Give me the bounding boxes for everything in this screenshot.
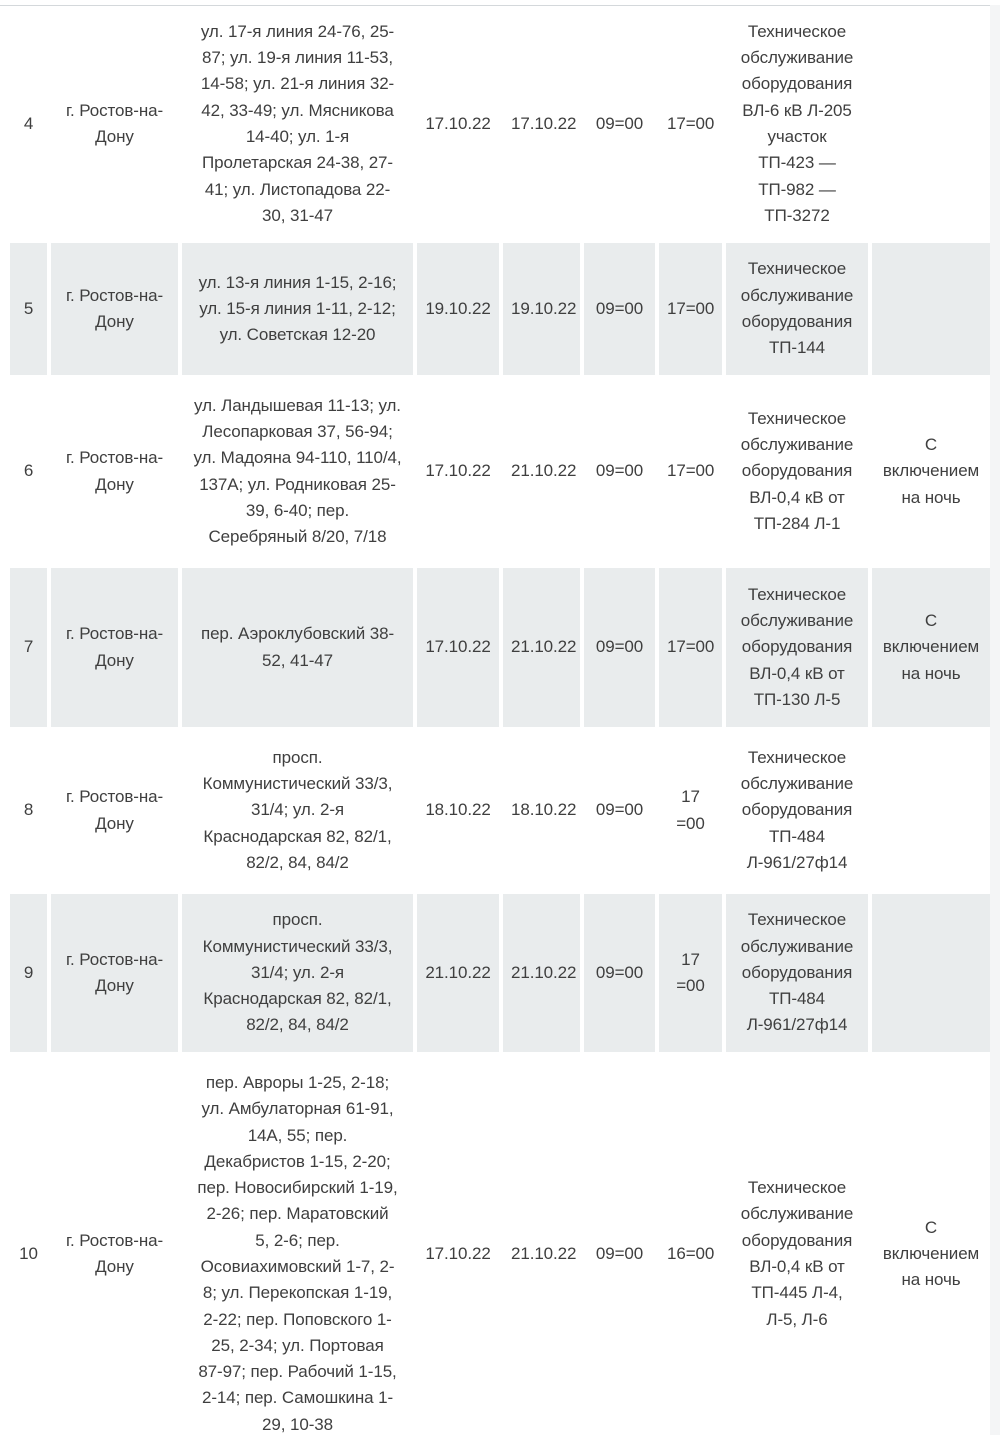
end-date-cell <box>503 243 580 375</box>
start-time-cell <box>584 568 655 727</box>
work-description-cell <box>726 379 868 564</box>
table-row <box>10 894 990 1052</box>
end-date-cell <box>503 731 580 890</box>
row-number: 7 <box>23 637 34 657</box>
city-name: г. Ростов-на- Дону <box>65 1230 164 1276</box>
table-row <box>10 568 990 727</box>
end-time-cell <box>659 568 722 727</box>
addresses-cell <box>182 9 413 239</box>
row-number: 6 <box>23 461 34 481</box>
start-time: 09=00 <box>595 800 644 820</box>
start-date-cell <box>417 894 499 1052</box>
end-date-cell <box>503 1056 580 1452</box>
end-time-cell <box>659 894 722 1052</box>
addresses-cell <box>182 1056 413 1452</box>
work-description-cell <box>726 894 868 1052</box>
start-time-cell <box>584 379 655 564</box>
city-cell <box>51 9 178 239</box>
address-list: просп. Коммунистический 33/3, 31/4; ул. 2-я Краснодарская 82, 82/1, 82/2, 84, 84/2 <box>202 747 393 872</box>
end-date-cell <box>503 894 580 1052</box>
address-list: ул. 13-я линия 1-15, 2-16; ул. 15-я линия 1-11, 2-12; ул. Советская 12-20 <box>198 272 397 345</box>
work-description-cell <box>726 9 868 239</box>
city-cell <box>51 243 178 375</box>
row-number-cell <box>10 568 47 727</box>
start-date-cell <box>417 9 499 239</box>
start-date: 17.10.22 <box>425 1243 491 1263</box>
end-time-cell <box>659 379 722 564</box>
end-time: 17=00 <box>667 298 715 318</box>
end-time: 17 =00 <box>676 949 705 995</box>
work-description-cell <box>726 731 868 890</box>
city-cell <box>51 1056 178 1452</box>
row-number-cell <box>10 894 47 1052</box>
work-description: Техническое обслуживание оборудования ТП-484 Л-961/27ф14 <box>740 747 854 872</box>
start-time: 09=00 <box>595 962 644 982</box>
end-date: 21.10.22 <box>511 962 577 982</box>
addresses-cell <box>182 379 413 564</box>
end-time-cell <box>659 731 722 890</box>
start-time-cell <box>584 731 655 890</box>
note-cell <box>872 731 990 890</box>
city-name: г. Ростов-на- Дону <box>65 949 164 995</box>
end-date: 21.10.22 <box>511 461 577 481</box>
start-date: 17.10.22 <box>425 113 491 133</box>
start-date-cell <box>417 731 499 890</box>
table-row <box>10 243 990 375</box>
work-description: Техническое обслуживание оборудования ВЛ-0,4 кВ от ТП-284 Л-1 <box>740 408 854 533</box>
address-list: ул. 17-я линия 24-76, 25- 87; ул. 19-я линия 11-53, 14-58; ул. 21-я линия 32- 42, 33-49; ул. Мясникова 14-40; ул. 1-я Пролетарская 24-38, 27- 41; ул. Листопадова 22- 30, 31-47 <box>200 21 395 225</box>
row-number-cell <box>10 9 47 239</box>
start-time: 09=00 <box>595 113 644 133</box>
start-date: 18.10.22 <box>425 800 491 820</box>
row-number: 9 <box>23 962 34 982</box>
work-description-cell <box>726 1056 868 1452</box>
table-row <box>10 1056 990 1452</box>
start-date: 19.10.22 <box>425 298 491 318</box>
row-number-cell <box>10 243 47 375</box>
note: С включением на ночь <box>882 1217 980 1290</box>
city-cell <box>51 568 178 727</box>
work-description-cell <box>726 568 868 727</box>
row-number: 10 <box>19 1243 38 1263</box>
work-description: Техническое обслуживание оборудования ТП-144 <box>740 259 854 358</box>
start-time: 09=00 <box>595 1243 644 1263</box>
city-name: г. Ростов-на- Дону <box>65 624 164 670</box>
start-date-cell <box>417 379 499 564</box>
note-cell <box>872 568 990 727</box>
end-time: 17=00 <box>667 637 715 657</box>
table-row <box>10 731 990 890</box>
end-time-cell <box>659 243 722 375</box>
note-cell <box>872 379 990 564</box>
end-time: 17=00 <box>667 461 715 481</box>
start-date-cell <box>417 1056 499 1452</box>
note: С включением на ночь <box>882 611 980 683</box>
table-body <box>10 9 990 1452</box>
work-description: Техническое обслуживание оборудования ТП-484 Л-961/27ф14 <box>740 910 854 1035</box>
addresses-cell <box>182 894 413 1052</box>
work-description: Техническое обслуживание оборудования ВЛ-0,4 кВ от ТП-445 Л-4, Л-5, Л-6 <box>740 1178 854 1329</box>
city-name: г. Ростов-на- Дону <box>65 787 164 833</box>
start-date: 21.10.22 <box>425 962 491 982</box>
end-date: 19.10.22 <box>511 298 577 318</box>
note: С включением на ночь <box>882 435 980 507</box>
start-time: 09=00 <box>595 461 644 481</box>
start-time: 09=00 <box>595 298 644 318</box>
start-time-cell <box>584 894 655 1052</box>
row-number: 4 <box>23 113 34 133</box>
work-description: Техническое обслуживание оборудования ВЛ-0,4 кВ от ТП-130 Л-5 <box>740 584 854 709</box>
end-time: 17 =00 <box>676 787 705 833</box>
end-date-cell <box>503 379 580 564</box>
city-name: г. Ростов-на- Дону <box>65 448 164 494</box>
start-time-cell <box>584 9 655 239</box>
end-date: 17.10.22 <box>511 113 577 133</box>
end-time: 17=00 <box>667 113 715 133</box>
end-time: 16=00 <box>667 1243 715 1263</box>
row-number-cell <box>10 379 47 564</box>
work-description-cell <box>726 243 868 375</box>
city-name: г. Ростов-на- Дону <box>65 285 164 331</box>
addresses-cell <box>182 243 413 375</box>
address-list: пер. Авроры 1-25, 2-18; ул. Амбулаторная 61-91, 14А, 55; пер. Декабристов 1-15, 2-20; пер. Новосибирский 1-19, 2-26; пер. Маратовский 5, 2-6; пер. Осовиахимовский 1-7, 2- 8; ул. Перекопская 1-19, 2-22; пер. Поповского 1- 25, 2-34; ул. Портовая 87-97; пер. Рабочий 1-15, 2-14; пер. Самошкина 1- 29, 10-38 <box>197 1072 398 1434</box>
row-number-cell <box>10 731 47 890</box>
address-list: пер. Аэроклубовский 38- 52, 41-47 <box>200 624 395 670</box>
start-date-cell <box>417 568 499 727</box>
end-date: 18.10.22 <box>511 800 577 820</box>
end-date-cell <box>503 9 580 239</box>
row-number: 5 <box>23 298 34 318</box>
outage-schedule-table <box>6 5 994 1456</box>
start-date: 17.10.22 <box>425 637 491 657</box>
note-cell <box>872 1056 990 1452</box>
end-date: 21.10.22 <box>511 1243 577 1263</box>
table-row <box>10 379 990 564</box>
row-number: 8 <box>23 800 34 820</box>
start-time-cell <box>584 1056 655 1452</box>
addresses-cell <box>182 731 413 890</box>
note-cell <box>872 894 990 1052</box>
start-time-cell <box>584 243 655 375</box>
city-name: г. Ростов-на- Дону <box>65 100 164 146</box>
work-description: Техническое обслуживание оборудования ВЛ-6 кВ Л-205 участок ТП-423 — ТП-982 — ТП-3272 <box>740 21 854 225</box>
end-date: 21.10.22 <box>511 637 577 657</box>
addresses-cell <box>182 568 413 727</box>
city-cell <box>51 379 178 564</box>
city-cell <box>51 731 178 890</box>
address-list: просп. Коммунистический 33/3, 31/4; ул. 2-я Краснодарская 82, 82/1, 82/2, 84, 84/2 <box>202 910 393 1035</box>
row-number-cell <box>10 1056 47 1452</box>
note-cell <box>872 243 990 375</box>
start-date-cell <box>417 243 499 375</box>
start-date: 17.10.22 <box>425 461 491 481</box>
end-time-cell <box>659 9 722 239</box>
city-cell <box>51 894 178 1052</box>
table-row <box>10 9 990 239</box>
start-time: 09=00 <box>595 637 644 657</box>
address-list: ул. Ландышевая 11-13; ул. Лесопарковая 37, 56-94; ул. Мадояна 94-110, 110/4, 137А; ул. Родниковая 25- 39, 6-40; пер. Серебряный 8/20, 7/18 <box>193 395 402 547</box>
end-time-cell <box>659 1056 722 1452</box>
end-date-cell <box>503 568 580 727</box>
note-cell <box>872 9 990 239</box>
